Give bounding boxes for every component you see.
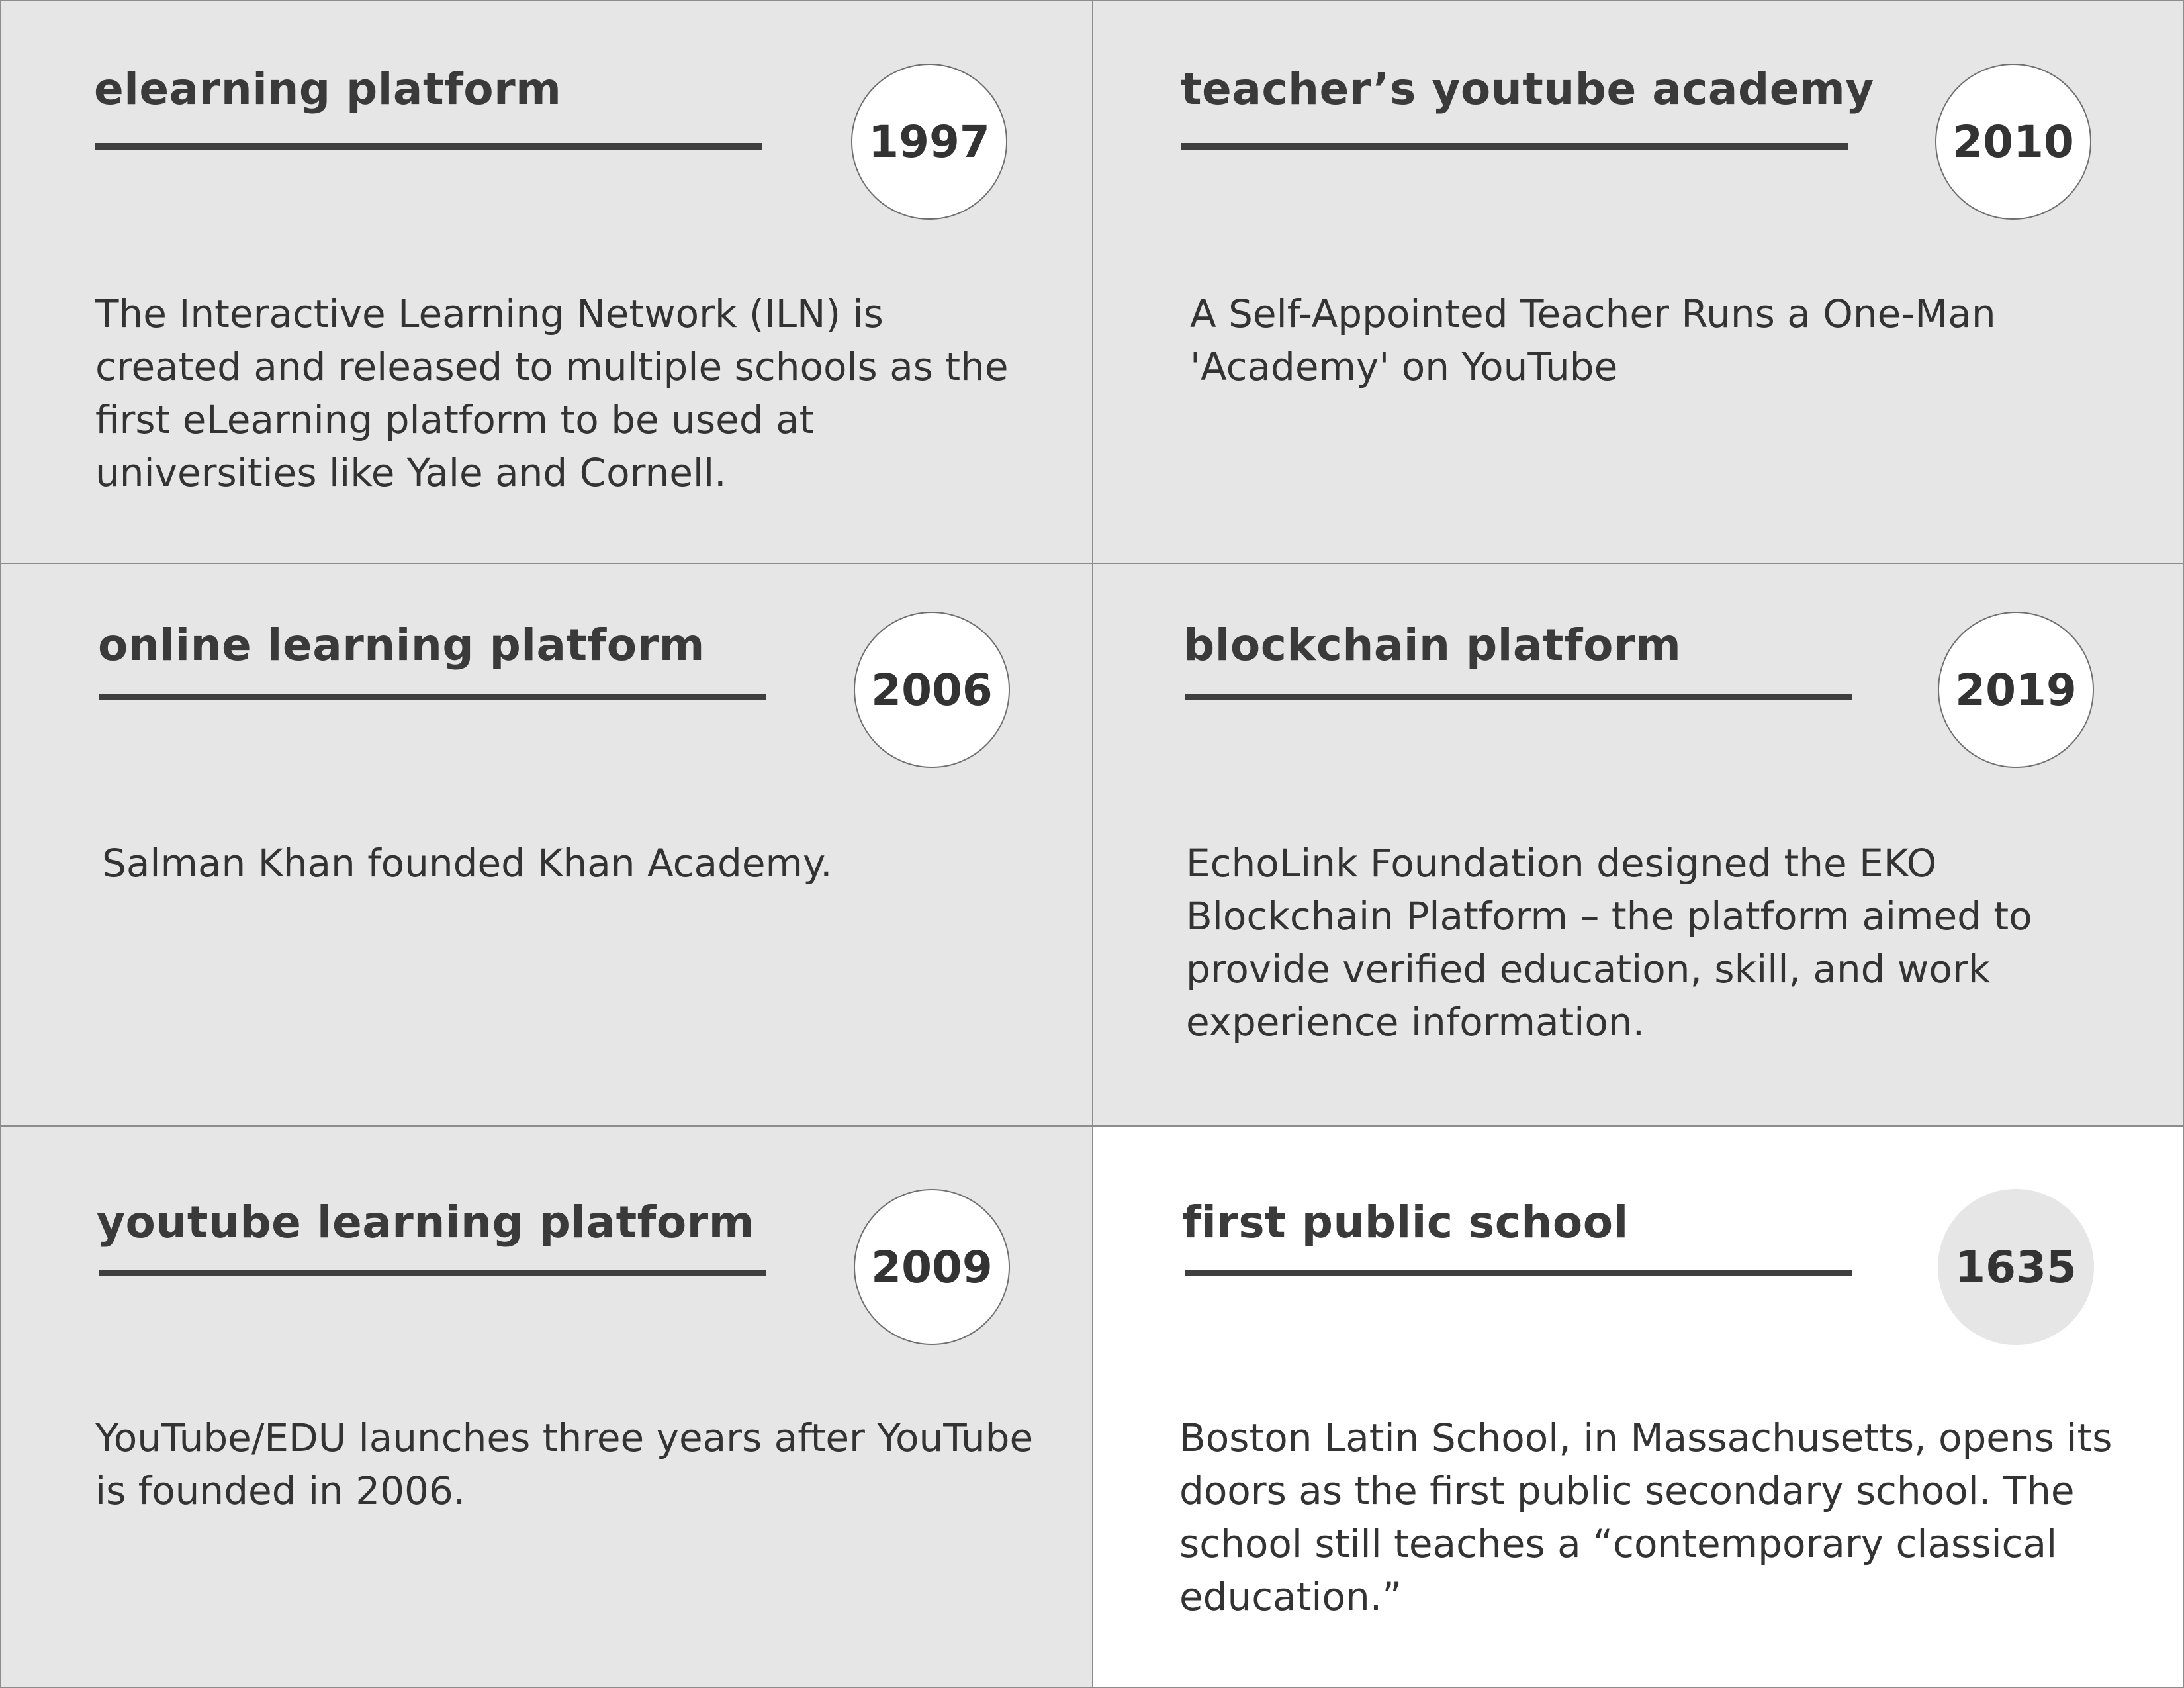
card-youtube-learning-platform	[0, 1125, 1093, 1688]
year-badge: 2006	[854, 612, 1010, 768]
year-badge: 1635	[1938, 1189, 2094, 1345]
card-teachers-youtube-academy	[1092, 0, 2184, 564]
card-title: first public school	[1182, 1197, 1629, 1248]
title-underline	[1185, 1270, 1852, 1276]
card-online-learning-platform	[0, 563, 1093, 1127]
card-title: online learning platform	[98, 620, 705, 671]
card-description: YouTube/EDU launches three years after YouTube is founded in 2006.	[95, 1415, 1034, 1513]
card-title: youtube learning platform	[97, 1197, 754, 1248]
title-underline	[95, 143, 762, 150]
card-first-public-school	[1092, 1125, 2184, 1688]
card-description: A Self-Appointed Teacher Runs a One-Man 'Academy' on YouTube	[1190, 291, 1996, 389]
card-title: elearning platform	[94, 64, 562, 115]
card-blockchain-platform	[1092, 563, 2184, 1127]
year-badge: 2010	[1935, 64, 2091, 220]
year-badge: 2019	[1938, 612, 2094, 768]
year-badge: 2009	[854, 1189, 1010, 1345]
title-underline	[1185, 694, 1852, 700]
card-elearning-platform	[0, 0, 1093, 564]
card-title: teacher’s youtube academy	[1181, 64, 1874, 115]
title-underline	[99, 694, 766, 700]
title-underline	[99, 1270, 766, 1276]
year-badge: 1997	[851, 64, 1007, 220]
title-underline	[1181, 143, 1848, 150]
card-description: Salman Khan founded Khan Academy.	[102, 841, 833, 886]
card-description: EchoLink Foundation designed the EKO Blockchain Platform – the platform aimed to provide verified education, skill, and work experience information.	[1186, 841, 2032, 1045]
card-description: Boston Latin School, in Massachusetts, opens its doors as the first public secondary school. The school still teaches a “contemporary classical education.”	[1179, 1415, 2113, 1619]
card-title: blockchain platform	[1183, 620, 1682, 671]
card-description: The Interactive Learning Network (ILN) is created and released to multiple schools as the first eLearning platform to be used at universities like Yale and Cornell.	[95, 291, 1009, 495]
